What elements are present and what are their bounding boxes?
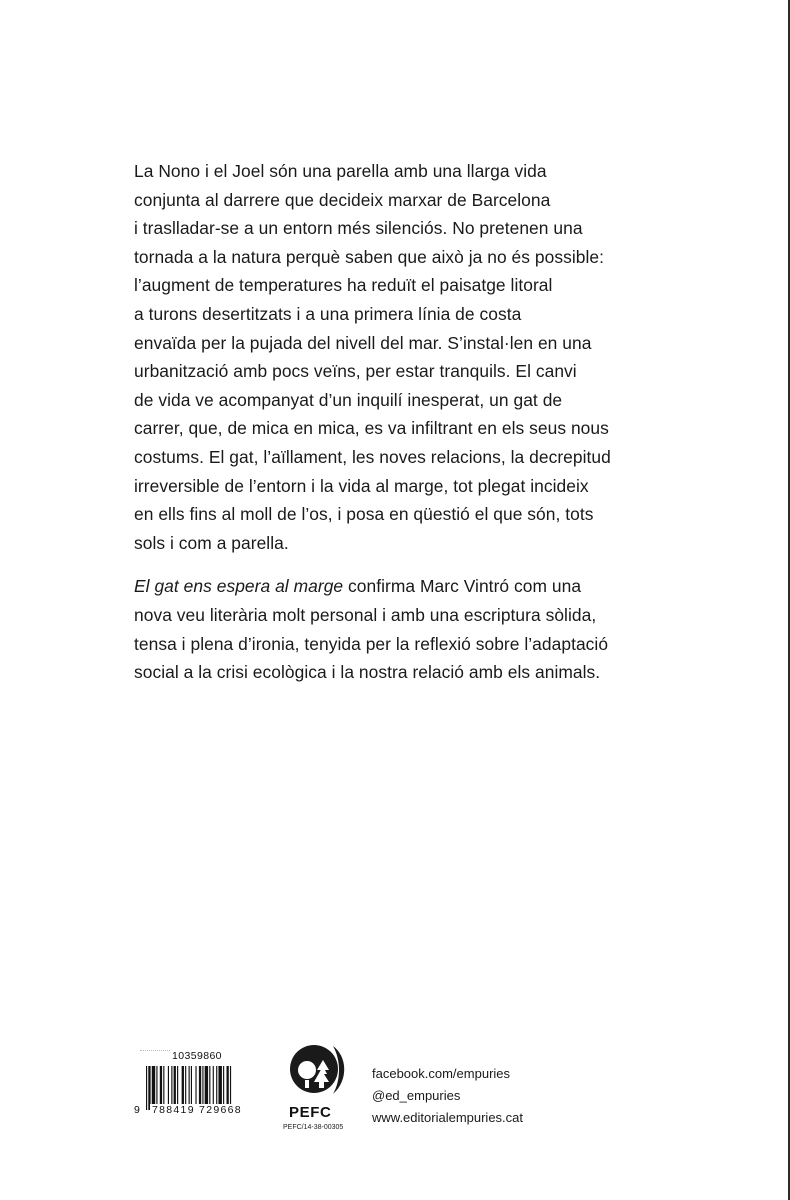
blurb-text	[134, 157, 674, 702]
facebook-link[interactable]: facebook.com/empuries	[372, 1066, 511, 1081]
barcode-dots	[140, 1050, 170, 1059]
isbn-first-digit: 9	[134, 1104, 140, 1116]
isbn-barcode	[134, 1046, 270, 1122]
pefc-code: PEFC/14-38-00305	[283, 1124, 344, 1131]
blurb-paragraph-1: La Nono i el Joel són una parella amb una llarga vida conjunta al darrere que decideix marxar de Barcelona i traslladar-se a un entorn més silenciós. No pretenen una tornada a la natura perquè saben que això ja no és possible: l’augment de temperatures ha reduït el paisatge litoral a turons desertitzats i a una primera línia de costa envaïda per la pujada del nivell del mar. S’instal·len en una urbanització amb pocs veïns, per estar tranquils. El canvi de vida ve acompanyat d’un inquilí inesperat, un gat de carrer, que, de mica en mica, es va infiltrant en els seus nous costums. El gat, l’aïllament, les noves relacions, la decrepitud irreversible de l’entorn i la vida al marge, tot plegat incideix en ells fins al moll de l’os, i posa en qüestió el que són, tots sols i com a parella.	[134, 161, 611, 553]
book-title: El gat ens espera al marge	[134, 576, 344, 597]
publisher-contact	[372, 1063, 523, 1129]
pefc-tree-icon	[283, 1036, 349, 1102]
isbn-digits: 788419 729668	[152, 1104, 242, 1116]
internal-code: 10359860	[172, 1050, 222, 1062]
website-link[interactable]: www.editorialempuries.cat	[372, 1110, 524, 1125]
pefc-logo	[283, 1036, 363, 1136]
blurb-paragraph-2: El gat ens espera al marge confirma Marc Vintró com una nova veu literària molt personal i amb una escriptura sòlida, tensa i plena d’ironia, tenyida per la reflexió sobre l’adaptació social a la crisi ecològica i la nostra relació amb els animals.	[134, 576, 609, 683]
pefc-label: PEFC	[289, 1104, 332, 1121]
twitter-handle[interactable]: @ed_empuries	[372, 1088, 461, 1103]
